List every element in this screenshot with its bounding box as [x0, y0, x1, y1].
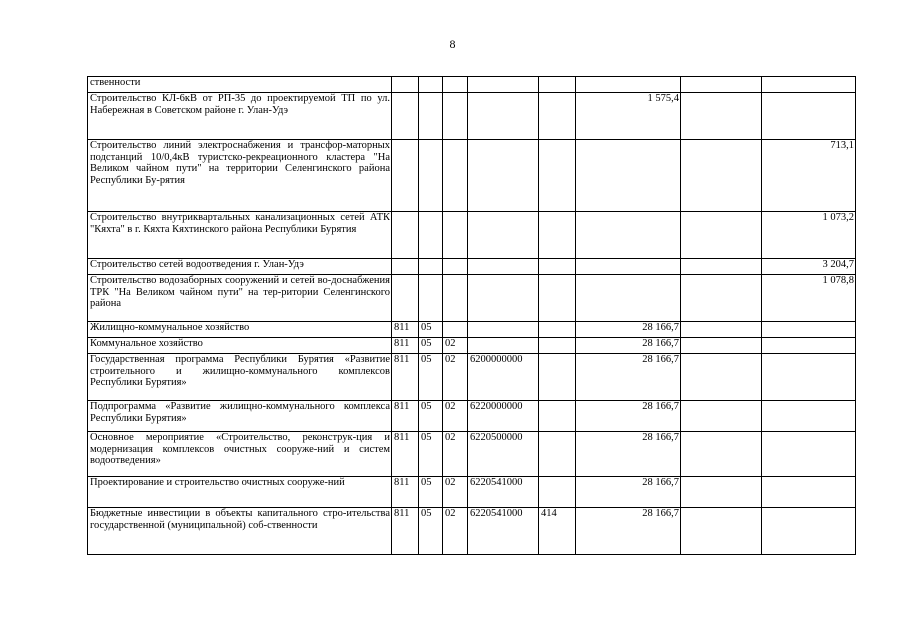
table-row — [88, 338, 856, 354]
cell-subsection-code — [443, 212, 468, 259]
cell-ministry-code — [392, 275, 419, 322]
cell-expense-type — [539, 212, 576, 259]
cell-section-code — [419, 77, 443, 93]
cell-ministry-code: 811 — [392, 401, 419, 432]
cell-subsection-code — [443, 93, 468, 140]
cell-amount-1 — [576, 77, 681, 93]
cell-expense-type — [539, 93, 576, 140]
cell-subsection-code: 02 — [443, 338, 468, 354]
cell-target-article — [468, 322, 539, 338]
cell-amount-2 — [681, 212, 762, 259]
cell-subsection-code — [443, 140, 468, 212]
cell-expense-type — [539, 77, 576, 93]
cell-amount-2 — [681, 93, 762, 140]
cell-ministry-code: 811 — [392, 508, 419, 555]
cell-amount-2 — [681, 477, 762, 508]
cell-amount-3 — [762, 432, 856, 477]
cell-amount-1 — [576, 275, 681, 322]
table-row — [88, 401, 856, 432]
cell-target-article — [468, 93, 539, 140]
cell-target-article — [468, 77, 539, 93]
cell-name: Строительство КЛ-6кВ от РП-35 до проектируемой ТП по ул. Набережная в Советском районе г. Улан-Удэ — [88, 93, 392, 140]
cell-target-article — [468, 212, 539, 259]
cell-section-code — [419, 275, 443, 322]
page-number: 8 — [449, 37, 456, 51]
cell-subsection-code: 02 — [443, 508, 468, 555]
cell-amount-3 — [762, 322, 856, 338]
table-row — [88, 275, 856, 322]
cell-expense-type — [539, 322, 576, 338]
cell-name: Проектирование и строительство очистных сооруже-ний — [88, 477, 392, 508]
table-row — [88, 477, 856, 508]
cell-amount-3 — [762, 93, 856, 140]
cell-target-article: 6220000000 — [468, 401, 539, 432]
cell-section-code: 05 — [419, 338, 443, 354]
cell-amount-2 — [681, 322, 762, 338]
cell-section-code: 05 — [419, 322, 443, 338]
cell-section-code — [419, 93, 443, 140]
table-row — [88, 77, 856, 93]
table-row — [88, 259, 856, 275]
cell-subsection-code: 02 — [443, 401, 468, 432]
cell-ministry-code: 811 — [392, 432, 419, 477]
cell-ministry-code — [392, 77, 419, 93]
budget-table — [87, 76, 856, 555]
cell-subsection-code — [443, 275, 468, 322]
cell-target-article — [468, 259, 539, 275]
cell-target-article: 6220541000 — [468, 477, 539, 508]
table-row — [88, 140, 856, 212]
cell-amount-3 — [762, 477, 856, 508]
cell-name: Основное мероприятие «Строительство, реконструк-ция и модернизация комплексов очистных сооруже-ний и систем водоотведения» — [88, 432, 392, 477]
cell-subsection-code — [443, 322, 468, 338]
cell-ministry-code: 811 — [392, 354, 419, 401]
cell-ministry-code: 811 — [392, 338, 419, 354]
table-row — [88, 432, 856, 477]
cell-expense-type — [539, 354, 576, 401]
cell-expense-type — [539, 477, 576, 508]
cell-target-article: 6220541000 — [468, 508, 539, 555]
cell-section-code: 05 — [419, 354, 443, 401]
cell-ministry-code — [392, 212, 419, 259]
cell-name: Строительство водозаборных сооружений и сетей во-доснабжения ТРК "На Великом чайном пути" на тер-ритории Селенгинского района — [88, 275, 392, 322]
cell-amount-3 — [762, 508, 856, 555]
cell-name: Подпрограмма «Развитие жилищно-коммунального комплекса Республики Бурятия» — [88, 401, 392, 432]
cell-name: Строительство внутриквартальных канализационных сетей АТК "Кяхта" в г. Кяхта Кяхтинского района Республики Бурятия — [88, 212, 392, 259]
cell-amount-3: 1 073,2 — [762, 212, 856, 259]
cell-amount-1 — [576, 212, 681, 259]
cell-expense-type — [539, 259, 576, 275]
cell-expense-type — [539, 401, 576, 432]
cell-amount-2 — [681, 77, 762, 93]
cell-amount-1: 28 166,7 — [576, 432, 681, 477]
cell-amount-2 — [681, 259, 762, 275]
cell-section-code — [419, 259, 443, 275]
cell-name: Жилищно-коммунальное хозяйство — [88, 322, 392, 338]
cell-amount-3: 3 204,7 — [762, 259, 856, 275]
cell-amount-1: 28 166,7 — [576, 477, 681, 508]
table-row — [88, 212, 856, 259]
cell-section-code: 05 — [419, 432, 443, 477]
cell-section-code: 05 — [419, 477, 443, 508]
cell-amount-1: 28 166,7 — [576, 354, 681, 401]
cell-target-article — [468, 140, 539, 212]
cell-section-code — [419, 140, 443, 212]
cell-section-code — [419, 212, 443, 259]
cell-amount-1: 1 575,4 — [576, 93, 681, 140]
cell-expense-type — [539, 338, 576, 354]
cell-amount-2 — [681, 275, 762, 322]
cell-amount-3 — [762, 338, 856, 354]
cell-subsection-code — [443, 259, 468, 275]
cell-subsection-code: 02 — [443, 354, 468, 401]
cell-ministry-code — [392, 140, 419, 212]
cell-subsection-code: 02 — [443, 432, 468, 477]
cell-target-article: 6200000000 — [468, 354, 539, 401]
cell-ministry-code: 811 — [392, 322, 419, 338]
cell-amount-2 — [681, 140, 762, 212]
cell-amount-3: 713,1 — [762, 140, 856, 212]
cell-target-article — [468, 275, 539, 322]
cell-expense-type — [539, 432, 576, 477]
cell-name: Государственная программа Республики Бурятия «Развитие строительного и жилищно-коммунального комплексов Республики Бурятия» — [88, 354, 392, 401]
cell-amount-3 — [762, 401, 856, 432]
cell-name: Строительство линий электроснабжения и трансфор-маторных подстанций 10/0,4кВ туристско-рекреационного кластера "На Великом чайном пути" на территории Селенгинского района Республики Бу-рятия — [88, 140, 392, 212]
cell-amount-3: 1 078,8 — [762, 275, 856, 322]
cell-ministry-code: 811 — [392, 477, 419, 508]
cell-expense-type: 414 — [539, 508, 576, 555]
cell-amount-1: 28 166,7 — [576, 508, 681, 555]
cell-ministry-code — [392, 93, 419, 140]
cell-subsection-code: 02 — [443, 477, 468, 508]
table-row — [88, 322, 856, 338]
cell-name: Бюджетные инвестиции в объекты капитального стро-ительства государственной (муниципальной) соб-ственности — [88, 508, 392, 555]
cell-amount-1 — [576, 140, 681, 212]
cell-amount-2 — [681, 401, 762, 432]
cell-name: Строительство сетей водоотведения г. Улан-Удэ — [88, 259, 392, 275]
cell-subsection-code — [443, 77, 468, 93]
cell-section-code: 05 — [419, 508, 443, 555]
cell-amount-2 — [681, 354, 762, 401]
cell-target-article — [468, 338, 539, 354]
cell-amount-1: 28 166,7 — [576, 401, 681, 432]
cell-expense-type — [539, 275, 576, 322]
cell-amount-1: 28 166,7 — [576, 338, 681, 354]
table-row — [88, 508, 856, 555]
cell-name: Коммунальное хозяйство — [88, 338, 392, 354]
cell-amount-2 — [681, 338, 762, 354]
cell-target-article: 6220500000 — [468, 432, 539, 477]
cell-expense-type — [539, 140, 576, 212]
cell-amount-2 — [681, 432, 762, 477]
cell-amount-2 — [681, 508, 762, 555]
cell-amount-1: 28 166,7 — [576, 322, 681, 338]
cell-section-code: 05 — [419, 401, 443, 432]
cell-name: ственности — [88, 77, 392, 93]
cell-ministry-code — [392, 259, 419, 275]
cell-amount-3 — [762, 77, 856, 93]
cell-amount-3 — [762, 354, 856, 401]
table-row — [88, 354, 856, 401]
cell-amount-1 — [576, 259, 681, 275]
table-row — [88, 93, 856, 140]
